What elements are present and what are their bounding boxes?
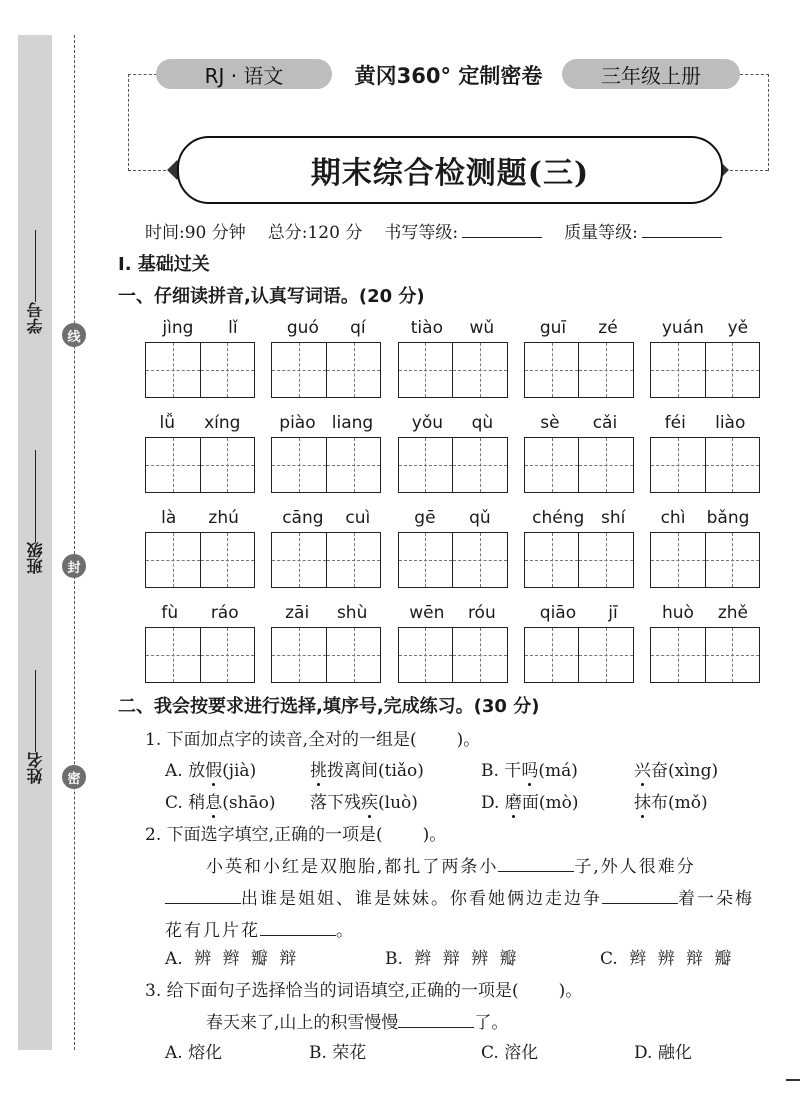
pinyin-label: [524, 318, 634, 342]
q2-blank-2[interactable]: [165, 903, 241, 904]
writing-cell[interactable]: [146, 533, 200, 587]
writing-cell[interactable]: [651, 628, 705, 682]
writing-cell[interactable]: [705, 343, 760, 397]
pinyin-syllable: cuì: [345, 508, 371, 528]
writing-cell[interactable]: [705, 438, 760, 492]
word-group: [145, 413, 255, 493]
pinyin-syllable: lǚ: [159, 413, 176, 433]
writing-boxes: [145, 627, 255, 683]
q3-option-c[interactable]: C. 溶化: [481, 1043, 539, 1063]
writing-cell[interactable]: [326, 628, 381, 682]
writing-boxes: [650, 342, 760, 398]
pinyin-label: [524, 508, 634, 532]
pinyin-syllable: jìng: [162, 318, 194, 338]
pinyin-syllable: zāi: [285, 603, 310, 623]
writing-grade[interactable]: [384, 218, 542, 243]
q2-passage-line1: 小英和小红是双胞胎,都扎了两条小 子,外人很难分: [206, 857, 696, 877]
name-field[interactable]: [18, 670, 52, 784]
pinyin-syllable: là: [161, 508, 177, 528]
word-group: [398, 508, 508, 588]
q1-option-b: B. 干吗(má): [481, 756, 578, 781]
writing-cell[interactable]: [272, 343, 326, 397]
word-group: [271, 413, 381, 493]
word-group: [398, 318, 508, 398]
part1-title: 一、仔细读拼音,认真写词语。(20 分): [118, 286, 425, 307]
q2-stem-end: )。: [422, 825, 447, 845]
name-line: [35, 670, 36, 752]
word-group: [524, 318, 634, 398]
word-group: [524, 603, 634, 683]
pinyin-syllable: tiào: [410, 318, 443, 338]
pinyin-label: [524, 603, 634, 627]
pinyin-label: [145, 318, 255, 342]
writing-cell[interactable]: [146, 343, 200, 397]
word-group: [271, 318, 381, 398]
pinyin-syllable: qù: [471, 413, 494, 433]
word-group: [524, 413, 634, 493]
word-group: [398, 603, 508, 683]
writing-boxes: [650, 532, 760, 588]
brand-title: 黄冈360° 定制密卷: [354, 64, 543, 88]
pinyin-syllable: fù: [161, 603, 179, 623]
pinyin-label: [145, 413, 255, 437]
writing-cell[interactable]: [452, 628, 507, 682]
pinyin-label: [271, 413, 381, 437]
pinyin-syllable: cāng: [282, 508, 324, 528]
word-group: [650, 413, 760, 493]
writing-cell[interactable]: [578, 343, 633, 397]
quality-grade-blank[interactable]: [642, 237, 722, 238]
q1-option-d: D. 磨面(mò): [481, 788, 578, 813]
pinyin-label: [524, 413, 634, 437]
pinyin-label: [271, 508, 381, 532]
student-no-field[interactable]: [18, 230, 52, 334]
word-group: [524, 508, 634, 588]
writing-boxes: [524, 342, 634, 398]
pinyin-row: [145, 603, 760, 683]
writing-boxes: [650, 627, 760, 683]
word-group: [271, 508, 381, 588]
word-group: [398, 413, 508, 493]
writing-cell[interactable]: [146, 438, 200, 492]
writing-boxes: [524, 437, 634, 493]
writing-cell[interactable]: [705, 533, 760, 587]
pinyin-row: [145, 318, 760, 398]
pinyin-syllable: xíng: [204, 413, 241, 433]
q3-option-d[interactable]: D. 融化: [634, 1043, 692, 1063]
header-connector-left: [128, 74, 157, 171]
writing-boxes: [524, 532, 634, 588]
word-group: [650, 318, 760, 398]
q2-option-b[interactable]: B. 辫 辩 辨 瓣: [385, 949, 517, 969]
class-field[interactable]: [18, 450, 52, 574]
pinyin-syllable: bǎng: [706, 508, 750, 528]
pinyin-syllable: wǔ: [469, 318, 495, 338]
q2-passage-line3: 花有几片花 。: [165, 921, 355, 941]
writing-cell[interactable]: [578, 438, 633, 492]
seal-seal-mark: 封: [62, 554, 86, 578]
writing-cell[interactable]: [525, 438, 579, 492]
student-no-line: [35, 230, 36, 302]
pinyin-syllable: jī: [608, 603, 618, 623]
pinyin-label: [650, 508, 760, 532]
q1-option-c: C. 稍息(shāo): [165, 788, 276, 813]
exam-meta: [145, 218, 722, 243]
pinyin-syllable: shù: [336, 603, 368, 623]
pinyin-row: [145, 508, 760, 588]
writing-cell[interactable]: [200, 438, 255, 492]
writing-cell[interactable]: [651, 438, 705, 492]
seal-secret-mark: 密: [62, 765, 86, 789]
writing-cell[interactable]: [399, 343, 453, 397]
writing-boxes: [145, 437, 255, 493]
subject-pill: RJ · 语文: [156, 59, 332, 89]
writing-cell[interactable]: [146, 628, 200, 682]
writing-cell[interactable]: [326, 438, 381, 492]
quality-grade-label: 质量等级:: [564, 223, 638, 243]
q1-stem: [145, 725, 480, 750]
writing-boxes: [650, 437, 760, 493]
q3-stem-text: 3. 给下面句子选择恰当的词语填空,正确的一项是(: [145, 981, 519, 1001]
word-group: [145, 508, 255, 588]
pinyin-syllable: shí: [601, 508, 626, 528]
pinyin-syllable: yě: [727, 318, 749, 338]
pinyin-label: [398, 603, 508, 627]
pinyin-syllable: ráo: [210, 603, 239, 623]
q2-blank-4[interactable]: [260, 935, 336, 936]
pinyin-label: [398, 508, 508, 532]
writing-cell[interactable]: [452, 533, 507, 587]
pinyin-syllable: yuán: [661, 318, 704, 338]
writing-cell[interactable]: [326, 533, 381, 587]
q2-blank-1[interactable]: [498, 871, 574, 872]
word-group: [271, 603, 381, 683]
writing-cell[interactable]: [651, 343, 705, 397]
pinyin-label: [650, 318, 760, 342]
pinyin-syllable: guó: [286, 318, 319, 338]
pinyin-syllable: cǎi: [592, 413, 618, 433]
page-edge-mark: [786, 1079, 800, 1081]
q1-option-a: A. 放假(jià): [165, 756, 256, 781]
total-score: 总分:120 分: [267, 223, 363, 243]
pinyin-label: [398, 413, 508, 437]
seal-line-mark: 线: [62, 323, 86, 347]
q2-option-c[interactable]: C. 辫 辨 辩 瓣: [600, 949, 732, 969]
pinyin-syllable: yǒu: [411, 413, 444, 433]
writing-boxes: [271, 627, 381, 683]
pinyin-syllable: gē: [414, 508, 436, 528]
pinyin-label: [271, 603, 381, 627]
q1-option-c2: 落下残疾(luò): [310, 788, 418, 813]
q2-stem: [145, 820, 446, 845]
q2-blank-3[interactable]: [602, 903, 678, 904]
writing-grade-label: 书写等级:: [384, 223, 459, 243]
student-no-label: 学号: [25, 302, 45, 334]
word-group: [145, 318, 255, 398]
name-label: 姓名: [25, 752, 45, 784]
q1-option-d2: 抹布(mǒ): [634, 788, 708, 813]
writing-boxes: [271, 437, 381, 493]
grade-pill: 三年级上册: [562, 59, 740, 89]
class-label: 班级: [25, 542, 45, 574]
pinyin-syllable: piào: [279, 413, 316, 433]
writing-boxes: [271, 342, 381, 398]
writing-cell[interactable]: [399, 533, 453, 587]
q1-option-a2: 挑拨离间(tiǎo): [310, 756, 424, 781]
writing-cell[interactable]: [651, 533, 705, 587]
pinyin-syllable: guī: [539, 318, 567, 338]
writing-cell[interactable]: [578, 533, 633, 587]
pinyin-syllable: zhú: [208, 508, 239, 528]
pinyin-label: [271, 318, 381, 342]
pinyin-syllable: róu: [467, 603, 496, 623]
writing-boxes: [145, 532, 255, 588]
pinyin-syllable: qiāo: [539, 603, 577, 623]
word-group: [650, 603, 760, 683]
exam-title: 期末综合检测题(三): [177, 136, 723, 204]
q3-option-a[interactable]: A. 熔化: [165, 1043, 223, 1063]
writing-cell[interactable]: [705, 628, 760, 682]
pinyin-syllable: zé: [598, 318, 618, 338]
q1-stem-end: )。: [456, 730, 481, 750]
q3-blank[interactable]: [398, 1027, 474, 1028]
writing-cell[interactable]: [272, 438, 326, 492]
pinyin-label: [145, 603, 255, 627]
pinyin-syllable: liang: [331, 413, 374, 433]
cut-line: [74, 35, 75, 1050]
word-group: [650, 508, 760, 588]
pinyin-row: [145, 413, 760, 493]
writing-cell[interactable]: [578, 628, 633, 682]
writing-boxes: [398, 437, 508, 493]
q3-option-b[interactable]: B. 荣花: [309, 1043, 367, 1063]
q2-option-a[interactable]: A. 辨 辫 瓣 辩: [165, 949, 297, 969]
pinyin-label: [145, 508, 255, 532]
q3-stem-end: )。: [558, 981, 583, 1001]
writing-cell[interactable]: [399, 438, 453, 492]
writing-boxes: [398, 627, 508, 683]
writing-cell[interactable]: [525, 533, 579, 587]
word-group: [145, 603, 255, 683]
pinyin-syllable: qí: [350, 318, 366, 338]
pinyin-syllable: chì: [660, 508, 686, 528]
writing-boxes: [398, 532, 508, 588]
pinyin-syllable: qǔ: [469, 508, 491, 528]
pinyin-syllable: liào: [715, 413, 746, 433]
writing-cell[interactable]: [200, 533, 255, 587]
part2-title: 二、我会按要求进行选择,填序号,完成练习。(30 分): [118, 696, 540, 717]
writing-boxes: [145, 342, 255, 398]
pinyin-label: [650, 413, 760, 437]
writing-boxes: [398, 342, 508, 398]
writing-cell[interactable]: [452, 438, 507, 492]
writing-boxes: [524, 627, 634, 683]
pinyin-syllable: lǐ: [228, 318, 238, 338]
header-connector-right: [740, 74, 769, 171]
writing-cell[interactable]: [200, 628, 255, 682]
writing-cell[interactable]: [525, 343, 579, 397]
q3-sentence: 春天来了,山上的积雪慢慢 了。: [206, 1013, 509, 1033]
q1-option-b2: 兴奋(xìng): [634, 756, 718, 781]
writing-cell[interactable]: [272, 533, 326, 587]
pinyin-label: [650, 603, 760, 627]
writing-boxes: [271, 532, 381, 588]
writing-cell[interactable]: [326, 343, 381, 397]
pinyin-syllable: féi: [664, 413, 686, 433]
q2-stem-text: 2. 下面选字填空,正确的一项是(: [145, 825, 383, 845]
quality-grade[interactable]: [564, 218, 722, 243]
q2-passage-line2: 出谁是姐姐、谁是妹妹。你看她俩边走边争 着一朵梅: [165, 884, 754, 909]
writing-cell[interactable]: [452, 343, 507, 397]
time-limit: 时间:90 分钟: [145, 223, 246, 243]
pinyin-label: [398, 318, 508, 342]
pinyin-syllable: wēn: [409, 603, 445, 623]
writing-cell[interactable]: [399, 628, 453, 682]
pinyin-syllable: chéng: [532, 508, 585, 528]
class-line: [35, 450, 36, 542]
writing-grade-blank[interactable]: [462, 237, 542, 238]
q1-stem-text: 1. 下面加点字的读音,全对的一组是(: [145, 730, 417, 750]
writing-cell[interactable]: [272, 628, 326, 682]
pinyin-syllable: zhě: [717, 603, 749, 623]
section-basic-title: Ⅰ. 基础过关: [118, 254, 210, 275]
pinyin-syllable: sè: [540, 413, 560, 433]
q3-stem: [145, 976, 582, 1001]
writing-cell[interactable]: [525, 628, 579, 682]
writing-cell[interactable]: [200, 343, 255, 397]
pinyin-syllable: huò: [661, 603, 694, 623]
